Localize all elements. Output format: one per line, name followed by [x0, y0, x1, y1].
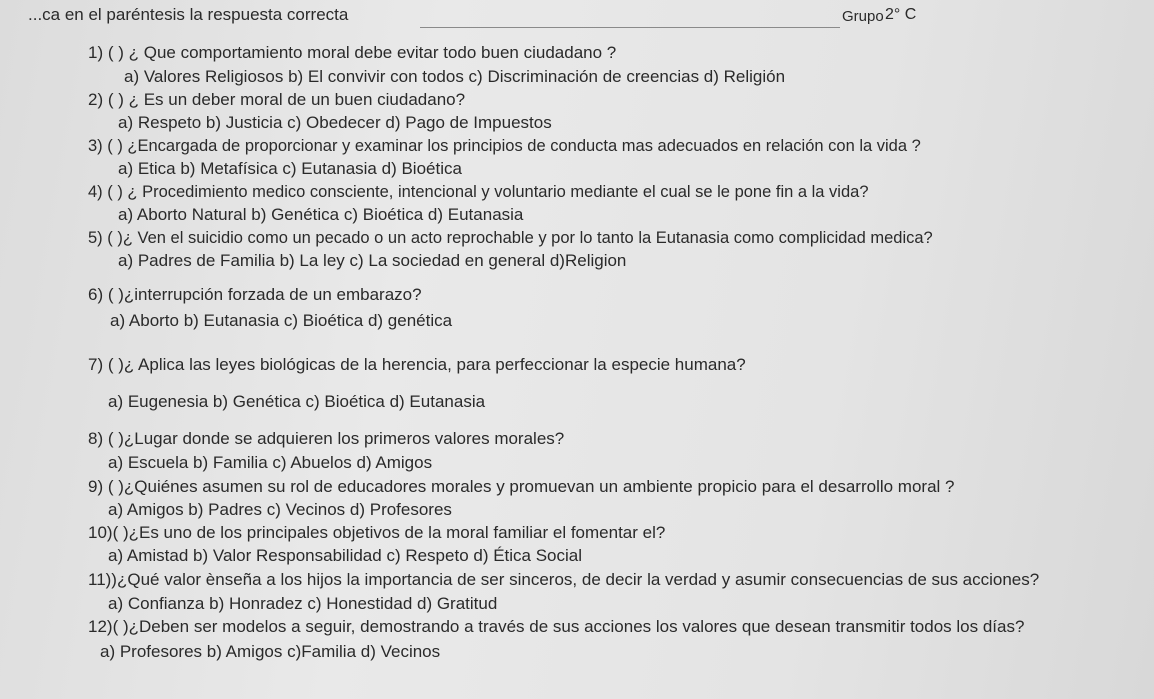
grupo-label: Grupo	[842, 8, 884, 25]
question-11: 11))¿Qué valor ènseña a los hijos la importancia de ser sinceros, de decir la verdad y asumir consecuencias de sus acciones?	[88, 570, 1040, 589]
options-10: a) Amistad b) Valor Responsabilidad c) Respeto d) Ética Social	[108, 546, 583, 565]
header-rule	[420, 27, 840, 28]
question-8: 8) ( )¿Lugar donde se adquieren los primeros valores morales?	[88, 429, 565, 448]
options-9: a) Amigos b) Padres c) Vecinos d) Profesores	[108, 500, 452, 519]
options-1: a) Valores Religiosos b) El convivir con todos c) Discriminación de creencias d) Religión	[124, 67, 786, 86]
options-3: a) Etica b) Metafísica c) Eutanasia d) Bioética	[118, 159, 462, 178]
question-3: 3) ( ) ¿Encargada de proporcionar y examinar los principios de conducta mas adecuados en relación con la vida ?	[88, 137, 921, 155]
grupo-value: 2° C	[885, 6, 917, 23]
instruction-text: ...ca en el paréntesis la respuesta correcta	[28, 5, 349, 24]
options-11: a) Confianza b) Honradez c) Honestidad d) Gratitud	[108, 594, 498, 613]
options-6: a) Aborto b) Eutanasia c) Bioética d) genética	[110, 311, 453, 330]
options-7: a) Eugenesia b) Genética c) Bioética d) Eutanasia	[108, 392, 486, 411]
question-12: 12)( )¿Deben ser modelos a seguir, demostrando a través de sus acciones los valores que desean transmitir todos los días?	[88, 617, 1025, 636]
question-4: 4) ( ) ¿ Procedimiento medico consciente, intencional y voluntario mediante el cual se le pone fin a la vida?	[88, 183, 869, 201]
options-5: a) Padres de Familia b) La ley c) La sociedad en general d)Religion	[118, 251, 627, 270]
question-9: 9) ( )¿Quiénes asumen su rol de educadores morales y promuevan un ambiente propicio para el desarrollo moral ?	[88, 477, 955, 496]
question-2: 2) ( ) ¿ Es un deber moral de un buen ciudadano?	[88, 90, 466, 109]
question-5: 5) ( )¿ Ven el suicidio como un pecado o un acto reprochable y por lo tanto la Eutanasia como complicidad medica?	[88, 229, 933, 247]
question-1: 1) ( ) ¿ Que comportamiento moral debe evitar todo buen ciudadano ?	[88, 43, 617, 62]
question-6: 6) ( )¿interrupción forzada de un embarazo?	[88, 285, 422, 304]
question-7: 7) ( )¿ Aplica las leyes biológicas de la herencia, para perfeccionar la especie humana?	[88, 355, 746, 374]
options-4: a) Aborto Natural b) Genética c) Bioética d) Eutanasia	[118, 205, 524, 224]
options-8: a) Escuela b) Familia c) Abuelos d) Amigos	[108, 453, 433, 472]
options-2: a) Respeto b) Justicia c) Obedecer d) Pago de Impuestos	[118, 113, 552, 132]
question-10: 10)( )¿Es uno de los principales objetivos de la moral familiar el fomentar el?	[88, 523, 666, 542]
options-12: a) Profesores b) Amigos c)Familia d) Vecinos	[100, 642, 441, 661]
